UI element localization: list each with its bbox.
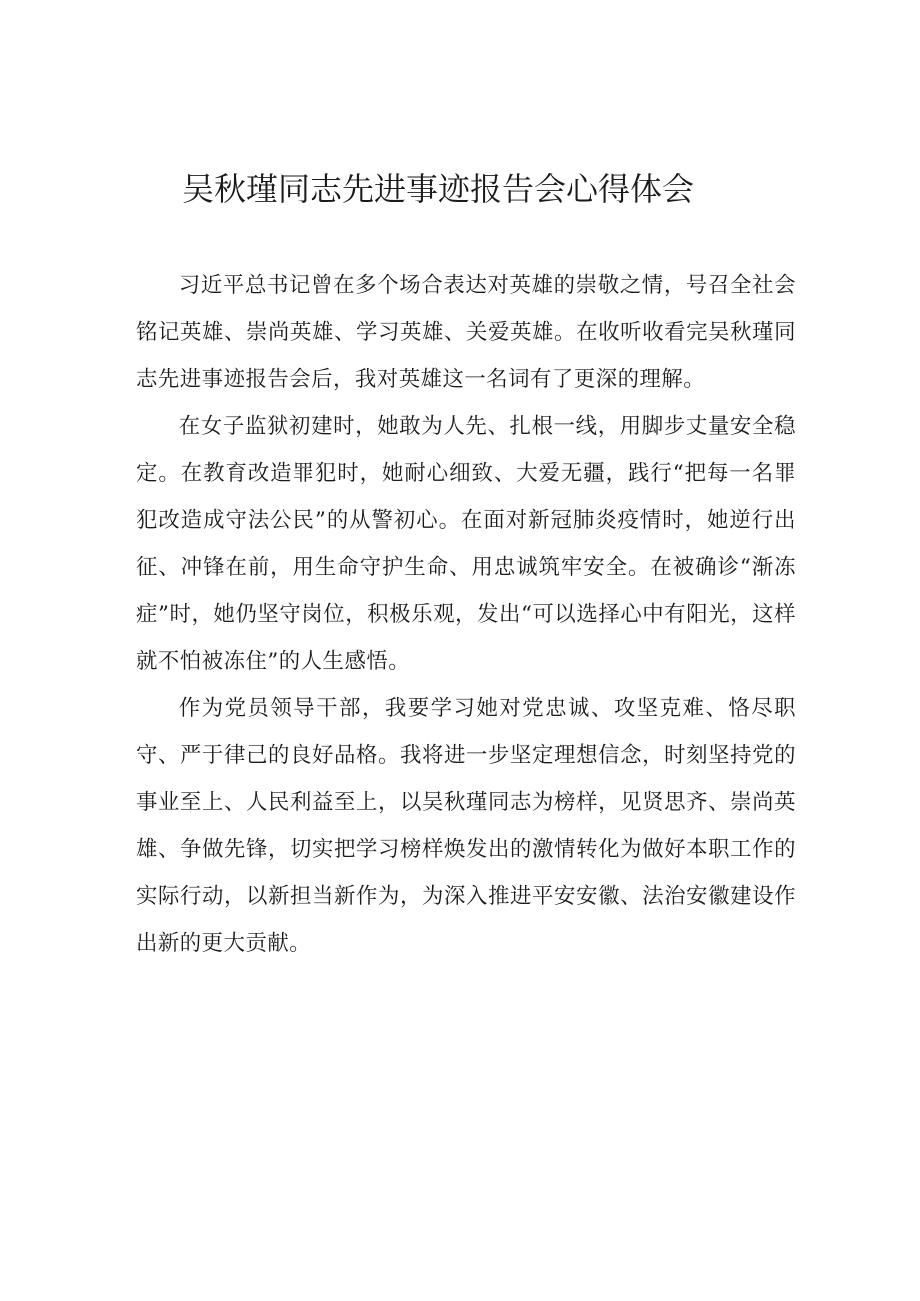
document-body xyxy=(136,262,796,967)
paragraph-1: 习近平总书记曾在多个场合表达对英雄的崇敬之情，号召全社会铭记英雄、崇尚英雄、学习英雄、关爱英雄。在收听收看完吴秋瑾同志先进事迹报告会后，我对英雄这一名词有了更深的理解。 xyxy=(136,273,796,392)
paragraph-2: 在女子监狱初建时，她敢为人先、扎根一线，用脚步丈量安全稳定。在教育改造罪犯时，她耐心细致、大爱无疆，践行“把每一名罪犯改造成守法公民”的从警初心。在面对新冠肺炎疫情时，她逆行出征、冲锋在前，用生命守护生命、用忠诚筑牢安全。在被确诊“渐冻症”时，她仍坚守岗位，积极乐观，发出“可以选择心中有阳光，这样就不怕被冻住”的人生感悟。 xyxy=(136,414,796,674)
document-title: 吴秋瑾同志先进事迹报告会心得体会 xyxy=(181,170,694,208)
paragraph-3: 作为党员领导干部，我要学习她对党忠诚、攻坚克难、恪尽职守、严于律己的良好品格。我将进一步坚定理想信念，时刻坚持党的事业至上、人民利益至上，以吴秋瑾同志为榜样，见贤思齐、崇尚英雄、争做先锋，切实把学习榜样焕发出的激情转化为做好本职工作的实际行动，以新担当新作为，为深入推进平安安徽、法治安徽建设作出新的更大贡献。 xyxy=(136,696,796,956)
